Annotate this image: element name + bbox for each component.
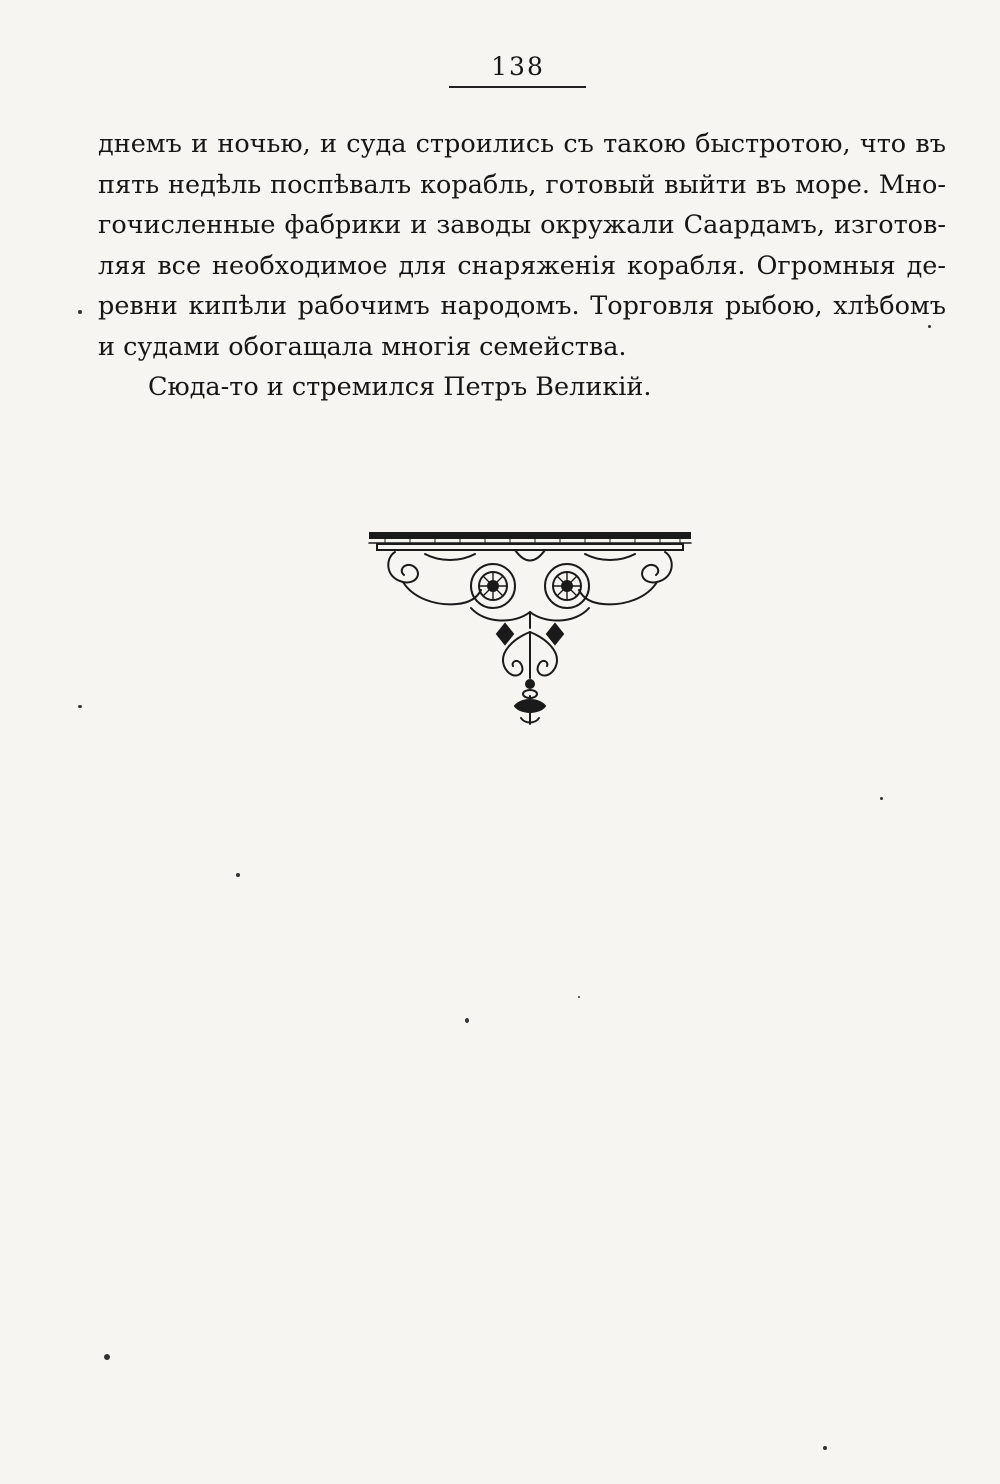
paper-speck (928, 325, 931, 328)
text-line: ревни кипѣли рабочимъ народомъ. Торговля рыбою, хлѣбомъ (98, 291, 946, 321)
closing-paragraph: Сюда-то и стремился Петръ Великій. (148, 372, 652, 402)
page-number-rule (449, 86, 586, 88)
text-line: и судами обогащала многія семейства. (98, 331, 627, 362)
paper-speck (823, 1446, 827, 1450)
paper-speck (880, 797, 883, 800)
paper-speck (236, 873, 240, 877)
text-line: пять недѣль поспѣвалъ корабль, готовый выйти въ море. Мно- (98, 169, 946, 200)
paper-speck (104, 1354, 110, 1360)
text-line: ляя все необходимое для снаряженія корабля. Огромныя де- (98, 250, 946, 281)
text-line: гочисленные фабрики и заводы окружали Саардамъ, изготов- (98, 210, 946, 240)
paper-speck (465, 1018, 469, 1023)
page-number: 138 (491, 52, 545, 81)
paper-speck (578, 996, 580, 998)
body-text (98, 124, 946, 408)
paper-speck (78, 705, 82, 708)
paper-speck (78, 310, 82, 314)
text-line: днемъ и ночью, и суда строились съ такою быстротою, что въ (98, 129, 946, 159)
floral-tailpiece-ornament-icon (365, 528, 695, 728)
